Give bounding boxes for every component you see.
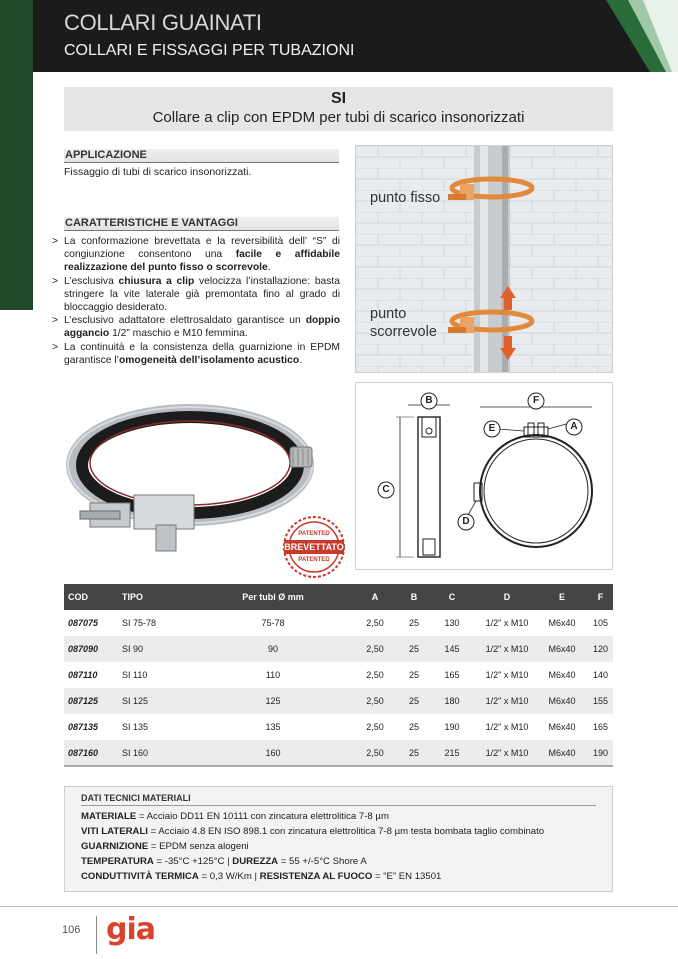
cell-cod: 087160: [68, 747, 99, 758]
cell-c: 215: [444, 747, 460, 758]
cell-tubi: 160: [265, 747, 281, 758]
label-fixed-point: punto fisso: [370, 190, 441, 206]
mounted-installation-image: [355, 145, 613, 373]
gia-logo: [106, 912, 155, 947]
cell-d: 1/2" x M10: [485, 670, 529, 680]
cell-cod: 087110: [68, 670, 98, 680]
cell-a: 2,50: [366, 644, 384, 654]
cell-c: 130: [444, 618, 460, 628]
col-header-c: C: [448, 592, 456, 602]
cell-c: 145: [444, 644, 460, 654]
dim-label-a: A: [570, 421, 578, 432]
cell-cod: 087075: [68, 618, 99, 628]
application-text: Fissaggio di tubi di scarico insonorizzati.: [64, 166, 252, 178]
page-header: [0, 0, 678, 72]
feature-item: > La conformazione brevettata e la reversibilità dell’ “S” di congiunzione consentono una facile e affidabile realizzazione del punto fisso o scorrevole.: [52, 235, 340, 275]
table-row: [64, 688, 613, 714]
side-green-band: [0, 72, 33, 310]
cell-d: 1/2" x M10: [485, 747, 529, 758]
table-header-row: [64, 584, 613, 610]
patent-badge-text: BREVETTATO: [284, 542, 344, 552]
footer-divider: [0, 906, 678, 907]
cell-b: 25: [408, 696, 419, 706]
table-row: [64, 662, 613, 688]
header-corner-decoration: [568, 0, 678, 72]
header-subtitle: COLLARI E FISSAGGI PER TUBAZIONI: [64, 42, 355, 59]
table-row: [64, 610, 613, 636]
col-header-b: B: [410, 592, 418, 602]
features-list: [52, 235, 340, 367]
cell-tipo: SI 135: [122, 722, 149, 732]
table-row: [64, 740, 613, 766]
patent-badge-ring-text-bottom: PATENTED: [298, 557, 330, 563]
cell-e: M6x40: [548, 747, 576, 758]
cell-f: 120: [592, 644, 609, 654]
cell-b: 25: [408, 670, 419, 680]
technical-drawing: [355, 382, 613, 570]
cell-f: 140: [592, 670, 609, 680]
cell-a: 2,50: [366, 696, 384, 706]
col-header-cod: COD: [68, 592, 88, 602]
technical-data-heading: DATI TECNICI MATERIALI: [81, 793, 596, 806]
tech-row-guarnizione: GUARNIZIONE = EPDM senza alogeni: [81, 841, 249, 852]
cell-tubi: 90: [267, 644, 278, 654]
cell-tubi: 110: [265, 670, 281, 680]
technical-data-box: [64, 786, 613, 892]
cell-f: 155: [592, 696, 609, 706]
cell-cod: 087135: [68, 722, 99, 732]
cell-d: 1/2" x M10: [485, 722, 529, 732]
side-screw: [80, 511, 120, 519]
col-header-d: D: [503, 592, 511, 602]
cell-a: 2,50: [366, 618, 384, 628]
cell-e: M6x40: [548, 696, 576, 706]
cell-e: M6x40: [548, 722, 576, 732]
dim-label-f: F: [532, 395, 540, 406]
cell-d: 1/2" x M10: [485, 618, 529, 628]
col-header-tipo: TIPO: [122, 592, 144, 602]
cell-b: 25: [408, 722, 419, 732]
cell-tubi: 75-78: [261, 618, 285, 628]
feature-item: > L’esclusiva chiusura a clip velocizza l’installazione: basta stringere la vite laterale già premontata fino al grado di bloccaggio desiderato.: [52, 275, 340, 315]
dim-label-c: C: [382, 484, 390, 495]
cell-b: 25: [408, 618, 419, 628]
cell-d: 1/2" x M10: [485, 644, 529, 654]
cell-c: 190: [444, 722, 460, 732]
cell-tipo: SI 160: [122, 747, 149, 758]
application-heading: APPLICAZIONE: [64, 149, 339, 163]
cell-tipo: SI 90: [122, 644, 144, 654]
product-table: [64, 584, 613, 767]
cell-a: 2,50: [366, 670, 384, 680]
feature-item: > L’esclusivo adattatore elettrosaldato garantisce un doppio aggancio 1/2” maschio e M10 femmina.: [52, 314, 340, 340]
table-row: [64, 714, 613, 740]
product-title-box: [64, 87, 613, 131]
col-header-f: F: [597, 592, 604, 602]
cell-tipo: SI 75-78: [122, 618, 157, 628]
table-row: [64, 636, 613, 662]
product-photo: [60, 385, 350, 585]
cell-b: 25: [408, 644, 419, 654]
tech-row-temperatura: TEMPERATURA = -35°C +125°C | DUREZZA = 55 +/-5°C Shore A: [81, 856, 367, 867]
header-title: COLLARI GUAINATI: [64, 10, 262, 35]
cell-tipo: SI 125: [122, 696, 149, 706]
cell-cod: 087090: [68, 644, 99, 654]
cell-e: M6x40: [548, 618, 576, 628]
feature-item: > La continuità e la consistenza della guarnizione in EPDM garantisce l’omogeneità dell’isolamento acustico.: [52, 341, 340, 367]
cell-a: 2,50: [366, 747, 384, 758]
cell-b: 25: [408, 747, 419, 758]
cell-a: 2,50: [366, 722, 384, 732]
footer-separator: [96, 916, 97, 954]
col-header-a: A: [371, 592, 379, 602]
label-sliding-point-line1: punto: [370, 306, 407, 322]
dim-label-d: D: [462, 516, 470, 527]
tech-row-conduttivita: CONDUTTIVITÀ TERMICA = 0,3 W/Km | RESISTENZA AL FUOCO = “E” EN 13501: [81, 871, 442, 882]
tech-row-materiale: MATERIALE = Acciaio DD11 EN 10111 con zincatura elettrolitica 7-8 µm: [81, 811, 389, 822]
tech-row-viti: VITI LATERALI = Acciaio 4.8 EN ISO 898.1 con zincatura elettrolitica 7-8 µm testa bombata taglio combinato: [81, 826, 545, 837]
cell-c: 180: [444, 696, 460, 706]
col-header-tubi: Per tubi Ø mm: [242, 592, 304, 602]
product-code: SI: [330, 90, 347, 107]
features-heading: CARATTERISTICHE E VANTAGGI: [64, 217, 339, 231]
cell-tubi: 125: [265, 696, 281, 706]
cell-f: 190: [592, 747, 609, 758]
page-number: 106: [62, 924, 81, 936]
cell-e: M6x40: [548, 670, 576, 680]
cell-f: 165: [592, 722, 609, 732]
cell-cod: 087125: [68, 696, 99, 706]
dim-label-b: B: [425, 395, 433, 406]
cell-f: 105: [592, 618, 609, 628]
patent-badge-ring-text-top: PATENTED: [298, 531, 330, 537]
dim-label-e: E: [488, 423, 496, 434]
cell-e: M6x40: [548, 644, 576, 654]
col-header-e: E: [558, 592, 565, 602]
cell-d: 1/2" x M10: [485, 696, 529, 706]
cell-tubi: 135: [265, 722, 281, 732]
gia-logo-text: gia: [106, 912, 156, 947]
header-green-stripe: [0, 0, 33, 72]
cell-c: 165: [444, 670, 460, 680]
product-description: Collare a clip con EPDM per tubi di scarico insonorizzati: [152, 109, 525, 126]
label-sliding-point-line2: scorrevole: [370, 324, 437, 340]
dimension-drawing: [356, 383, 614, 571]
cell-tipo: SI 110: [122, 670, 148, 680]
